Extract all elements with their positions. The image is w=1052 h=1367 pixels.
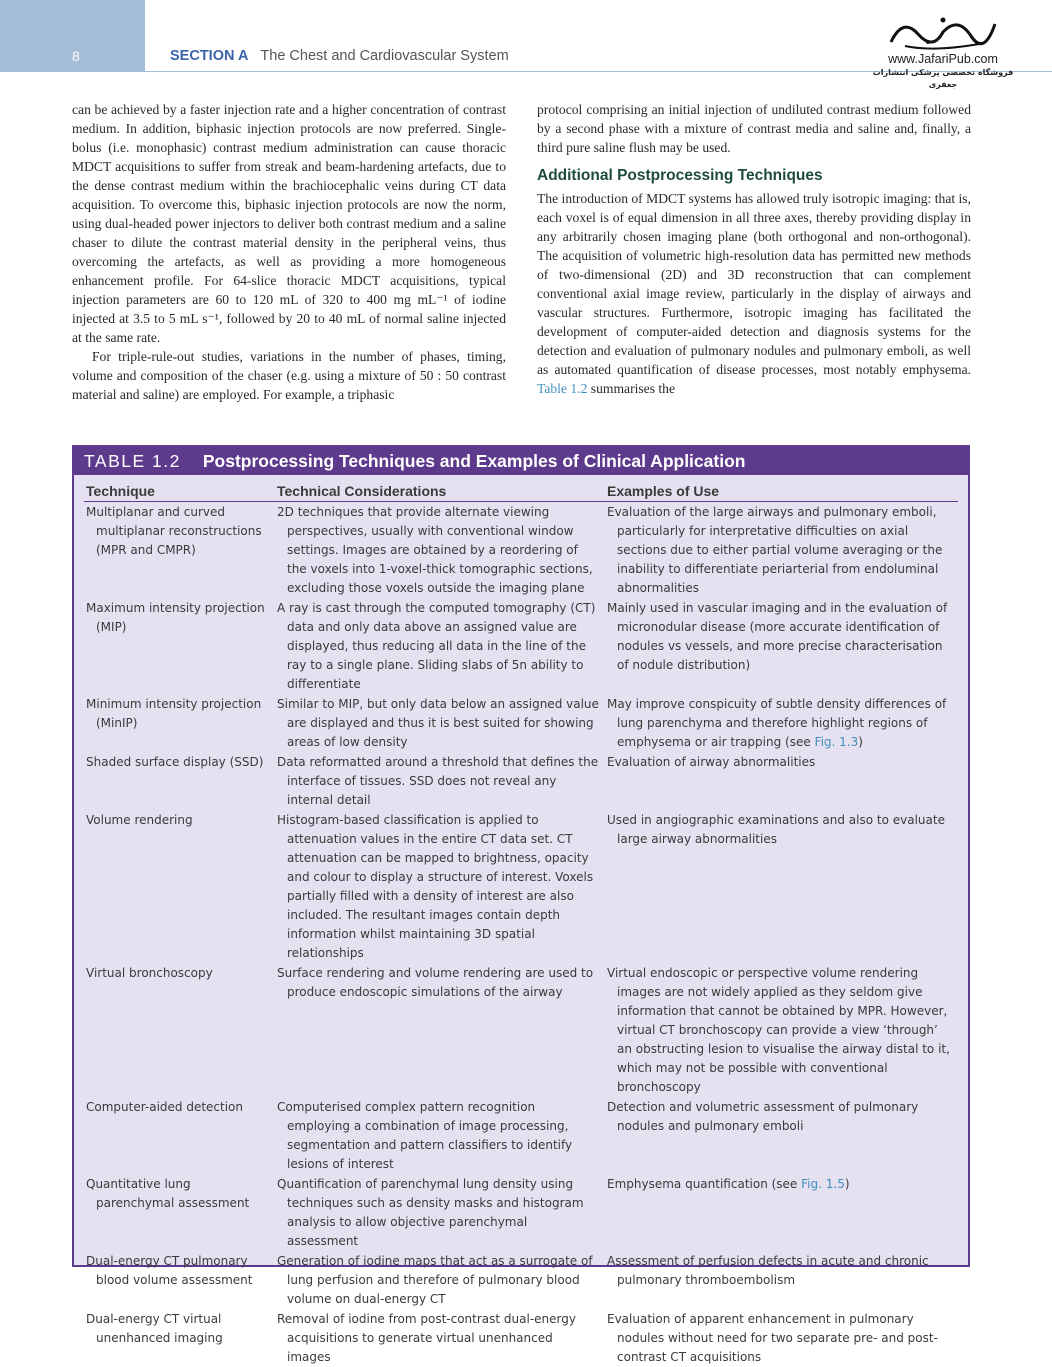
table-row [84,1097,958,1174]
considerations-cell: Quantification of parenchymal lung density using techniques such as density masks and histogram analysis to allow objective parenchymal assessment [277,1177,584,1248]
publisher-logo [858,12,1028,91]
techniques-table [84,481,958,1367]
considerations-cell: Similar to MIP, but only data below an assigned value are displayed and thus it is best suited for showing areas of low density [277,697,599,749]
logo-subtitle: فروشگاه تخصصی پزشکی انتشارات جعفری [872,68,1014,89]
use-cell: Evaluation of the large airways and pulmonary emboli, particularly for interpretative difficulties on axial sections due to either partial volume averaging or the inability to differentiate periarterial from endoluminal abnormalities [607,505,943,595]
right-column [537,100,971,398]
technique-cell: Virtual bronchoscopy [86,966,213,980]
table-row [84,502,958,599]
right-paragraph-2: The introduction of MDCT systems has allowed truly isotropic imaging: that is, each voxel is of equal dimension in all three axes, thereby providing display in any arbitrarily chosen imaging plane (both orthogonal and non-orthogonal). The acquisition of volumetric high-resolution data has permitted new methods of two-dimensional (2D) and 3D reconstruction that can complement conventional axial image review, particularly in the display of airways and vascular structures. Furthermore, isotropic imaging has facilitated the development of computer-aided detection and diagnosis systems for the detection and evaluation of pulmonary nodules and pulmonary emboli, as well as automated quantification of disease processes, most notably emphysema. Table 1.2 summarises the [537,191,971,396]
technique-cell: Dual-energy CT virtual unenhanced imaging [86,1312,223,1345]
left-paragraph-2: For triple-rule-out studies, variations in the number of phases, timing, volume and composition of the chaser (e.g. using a mixture of 50 : 50 contrast material and saline) are employed. For example, a triphasic [72,349,506,402]
table-reference-link[interactable]: Table 1.2 [537,381,588,396]
considerations-cell: Histogram-based classification is applied to attenuation values in the entire CT data set. CT attenuation can be mapped to brightness, opacity and colour to display a structure of interest. Voxels partially filled with a density of interest are also included. The resultant images contain depth information whilst maintaining 3D spatial relationships [277,813,594,960]
use-cell: Virtual endoscopic or perspective volume rendering images are not widely applied as they seldom give information that cannot be obtained by MPR. However, virtual CT bronchoscopy can provide a view ‘through’ an obstructing lesion to visualise the airway distal to it, which may not be possible with conventional bronchoscopy [607,966,950,1094]
table-panel [72,445,970,1364]
column-header: Examples of Use [605,481,958,502]
technique-cell: Volume rendering [86,813,193,827]
section-label: SECTION A [170,48,249,64]
table-row [84,1309,958,1367]
technique-cell: Maximum intensity projection (MIP) [86,601,265,634]
figure-reference-link[interactable]: Fig. 1.3 [814,735,859,749]
table-number: TABLE 1.2 [84,450,181,471]
running-header [170,48,509,64]
table-row [84,1174,958,1251]
table-row [84,963,958,1097]
figure-reference-link[interactable]: Fig. 1.5 [801,1177,845,1191]
table-title: Postprocessing Techniques and Examples of Clinical Application [202,450,746,471]
considerations-cell: Surface rendering and volume rendering are used to produce endoscopic simulations of the airway [277,966,594,999]
technique-cell: Minimum intensity projection (MinIP) [86,697,262,730]
table-row [84,752,958,810]
table-row [84,694,958,752]
calligraphy-logo-icon [883,12,1003,52]
use-cell: Mainly used in vascular imaging and in the evaluation of micronodular disease (more accurate identification of nodules vs vessels, and more precise characterisation of nodule distribution) [607,601,948,672]
left-column [72,100,506,404]
considerations-cell: A ray is cast through the computed tomography (CT) data and only data above an assigned value are displayed, thus reducing all data in the line of the ray to a single plane. Sliding slabs of 5n ability to differentiate [277,601,596,691]
use-cell: May improve conspicuity of subtle density differences of lung parenchyma and therefore highlight regions of emphysema or air trapping (see Fig. 1.3) [607,697,947,749]
table-row [84,598,958,694]
use-cell: Evaluation of airway abnormalities [607,755,816,769]
table-row [84,1251,958,1309]
section-heading: Additional Postprocessing Techniques [537,167,823,184]
use-cell: Evaluation of apparent enhancement in pulmonary nodules without need for two separate pre- and post-contrast CT acquisitions [607,1312,938,1364]
column-header: Technical Considerations [275,481,605,502]
considerations-cell: Generation of iodine maps that act as a surrogate of lung perfusion and therefore of pulmonary blood volume on dual-energy CT [277,1254,593,1306]
use-cell: Detection and volumetric assessment of pulmonary nodules and pulmonary emboli [607,1100,919,1133]
right-paragraph-1: protocol comprising an initial injection of undiluted contrast medium followed by a second phase with a mixture of contrast media and saline and, finally, a third pure saline flush may be used. [537,102,971,155]
technique-cell: Dual-energy CT pulmonary blood volume assessment [86,1254,253,1287]
table-row [84,810,958,963]
column-header: Technique [84,481,275,502]
table-title-bar [74,447,968,475]
considerations-cell: 2D techniques that provide alternate viewing perspectives, usually with conventional window settings. Images are obtained by a reordering of the voxels into 1-voxel-thick tomographic sections, excluding those voxels outside the imaging plane [277,505,593,595]
technique-cell: Multiplanar and curved multiplanar reconstructions (MPR and CMPR) [86,505,262,557]
logo-url: www.JafariPub.com [888,52,998,66]
technique-cell: Shaded surface display (SSD) [86,755,264,769]
considerations-cell: Computerised complex pattern recognition employing a combination of image processing, segmentation and pattern classifiers to identify lesions of interest [277,1100,573,1171]
use-cell: Emphysema quantification (see Fig. 1.5) [607,1177,850,1191]
technique-cell: Computer-aided detection [86,1100,244,1114]
use-cell: Assessment of perfusion defects in acute and chronic pulmonary thromboembolism [607,1254,929,1287]
section-title: The Chest and Cardiovascular System [260,48,509,64]
considerations-cell: Data reformatted around a threshold that defines the interface of tissues. SSD does not reveal any internal detail [277,755,599,807]
table-header-row [84,481,958,502]
technique-cell: Quantitative lung parenchymal assessment [86,1177,250,1210]
page-number: 8 [72,48,80,64]
left-paragraph-1: can be achieved by a faster injection rate and a higher concentration of contrast medium. In addition, biphasic injection protocols are now preferred. Single-bolus (i.e. monophasic) contrast medium administration can cause thoracic MDCT acquisitions to suffer from streak and beam-hardening artefacts, due to the dense contrast medium within the brachiocephalic veins during CT data acquisition. To overcome this, biphasic injection protocols are now the norm, using dual-headed power injectors to deliver both contrast medium and a saline chaser to dilute the contrast material density in the peripheral veins, thus overcoming the artefacts, as well as providing a more homogeneous enhancement profile. For 64-slice thoracic MDCT acquisitions, typical injection parameters are 60 to 120 mL of 320 to 400 mg mL⁻¹ of iodine injected at 3.5 to 5 mL s⁻¹, followed by 20 to 40 mL of normal saline injected at the same rate. [72,102,506,345]
use-cell: Used in angiographic examinations and also to evaluate large airway abnormalities [607,813,945,846]
considerations-cell: Removal of iodine from post-contrast dual-energy acquisitions to generate virtual unenhanced images [277,1312,576,1364]
